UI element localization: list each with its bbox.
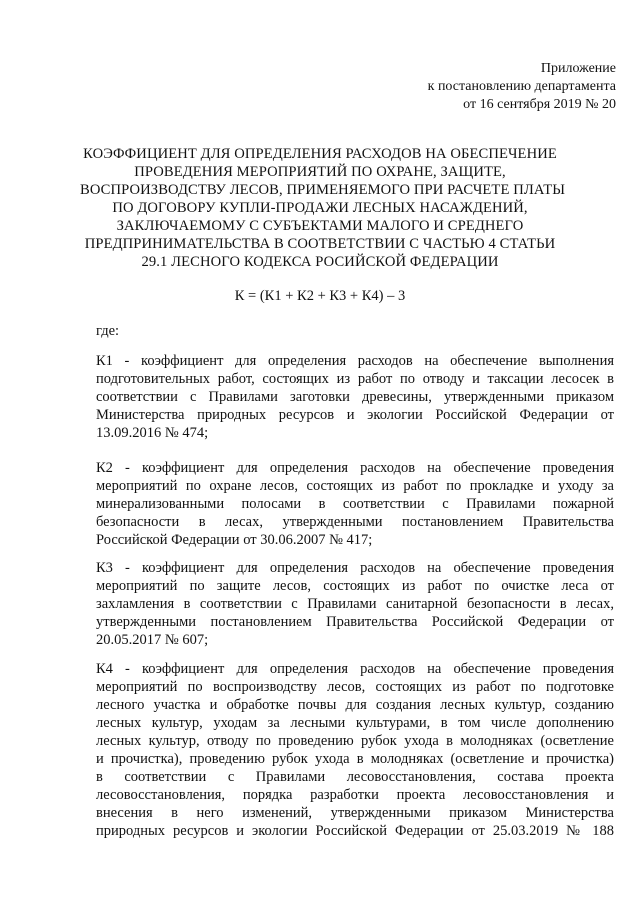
paragraph-line: захламления в соответствии с Правилами санитарной безопасности в лесах, [96, 596, 614, 612]
title-line: ПРОВЕДЕНИЯ МЕРОПРИЯТИЙ ПО ОХРАНЕ, ЗАЩИТЕ, [134, 164, 506, 180]
title-line: ЗАКЛЮЧАЕМОМУ С СУБЪЕКТАМИ МАЛОГО И СРЕДНЕГО [116, 218, 524, 234]
document-title [80, 145, 566, 271]
coefficient-formula: К = (К1 + К2 + К3 + К4) – 3 [234, 288, 406, 304]
title-line: КОЭФФИЦИЕНТ ДЛЯ ОПРЕДЕЛЕНИЯ РАСХОДОВ НА ОБЕСПЕЧЕНИЕ [83, 146, 557, 162]
paragraph-line: К2 - коэффициент для определения расходов на обеспечение проведения [96, 460, 614, 476]
title-line: ПРЕДПРИНИМАТЕЛЬСТВА В СООТВЕТСТВИИ С ЧАСТЬЮ 4 СТАТЬИ [84, 236, 556, 252]
paragraph-line: К3 - коэффициент для определения расходов на обеспечение проведения [96, 560, 614, 576]
paragraph-line: минерализованными полосами в соответствии с Правилами пожарной [96, 496, 614, 512]
paragraph-k2 [96, 459, 614, 549]
paragraph-line: Министерства природных ресурсов и экологии Российской Федерации от [96, 407, 614, 423]
appendix-label: Приложение [540, 61, 616, 76]
paragraph-line: К1 - коэффициент для определения расходов на обеспечение выполнения [96, 353, 614, 369]
paragraph-line: подготовительных работ, состоящих из работ по отводу и таксации лесосек в [96, 371, 614, 387]
paragraph-line: мероприятий по воспроизводству лесов, состоящих из работ по подготовке [96, 679, 614, 695]
paragraph-line: Российской Федерации от 30.06.2007 № 417; [96, 532, 373, 548]
paragraph-line: соответствии с Правилами заготовки древесины, утвержденными приказом [96, 389, 614, 405]
paragraph-k1 [96, 352, 614, 442]
paragraph-line: внесения в него изменений, утвержденными приказом Министерства [96, 805, 614, 821]
paragraph-line: 20.05.2017 № 607; [96, 632, 209, 648]
paragraph-line: лесовосстановления, порядка разработки проекта лесовосстановления и [96, 787, 614, 803]
paragraph-k3 [96, 559, 614, 649]
where-label: где: [96, 323, 120, 339]
paragraph-line: мероприятий по защите лесов, состоящих из работ по очистке леса от [96, 578, 614, 594]
paragraph-line: лесного участка и обработке почвы для создания лесных культур, созданию [96, 697, 614, 713]
appendix-header [428, 60, 616, 114]
paragraph-line: К4 - коэффициент для определения расходов на обеспечение проведения [96, 661, 614, 677]
paragraph-line: в соответствии с Правилами лесовосстановления, состава проекта [96, 769, 614, 785]
paragraph-k4 [96, 660, 614, 840]
appendix-reference: к постановлению департамента [427, 79, 616, 94]
title-line: ПО ДОГОВОРУ КУПЛИ-ПРОДАЖИ ЛЕСНЫХ НАСАЖДЕНИЙ, [112, 200, 528, 216]
paragraph-line: природных ресурсов и экологии Российской Федерации от 25.03.2019 № 188 [96, 823, 614, 839]
paragraph-line: и прочистка), проведению рубок ухода в молодняках (осветление и прочистка) [96, 751, 614, 767]
paragraph-line: утвержденными постановлением Правительства Российской Федерации от [96, 614, 614, 630]
paragraph-line: лесных культур, уходам за лесными культурами, в том числе дополнению [96, 715, 614, 731]
paragraph-line: 13.09.2016 № 474; [96, 425, 209, 441]
appendix-date-number: от 16 сентября 2019 № 20 [463, 97, 616, 112]
title-line: 29.1 ЛЕСНОГО КОДЕКСА РОСИЙСКОЙ ФЕДЕРАЦИИ [141, 254, 499, 270]
paragraph-line: безопасности в лесах, утвержденными постановлением Правительства [96, 514, 614, 530]
paragraph-line: лесных культур, отводу по проведению рубок ухода в молодняках (осветление [96, 733, 614, 749]
paragraph-line: мероприятий по охране лесов, состоящих из работ по прокладке и уходу за [96, 478, 614, 494]
title-line: ВОСПРОИЗВОДСТВУ ЛЕСОВ, ПРИМЕНЯЕМОГО ПРИ РАСЧЕТЕ ПЛАТЫ [80, 182, 566, 198]
